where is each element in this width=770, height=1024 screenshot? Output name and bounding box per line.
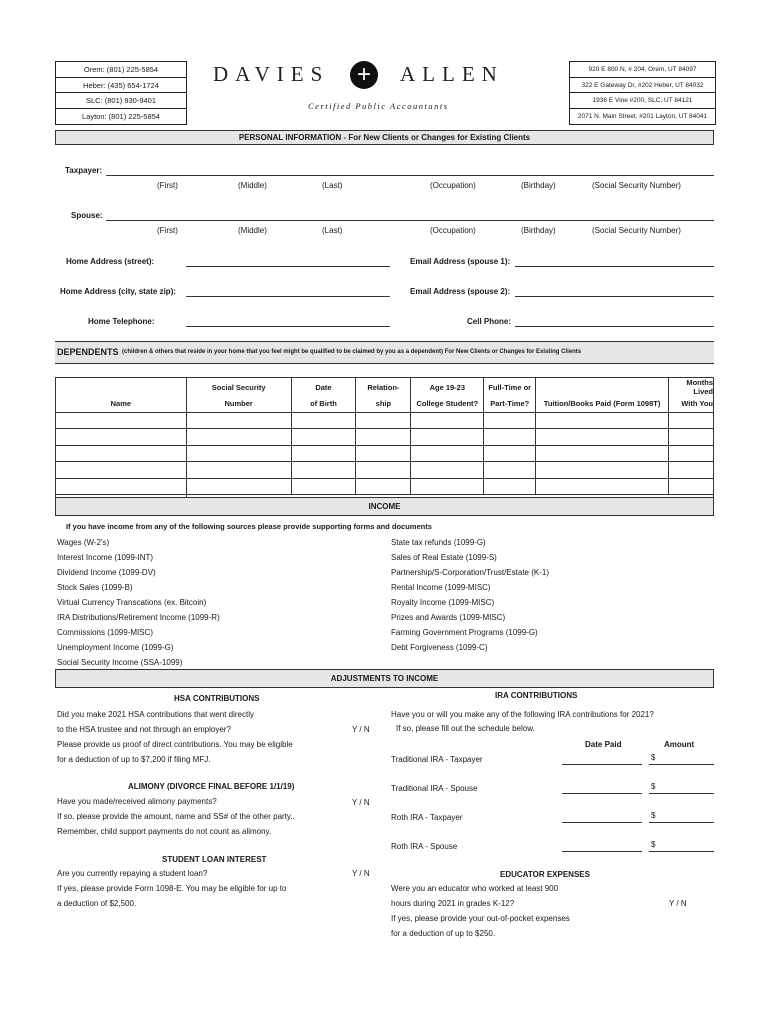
ira-title: IRA CONTRIBUTIONS xyxy=(495,691,578,700)
col-dob-top: Date xyxy=(291,378,356,397)
col-name-header: Name xyxy=(56,396,187,412)
dependent-row[interactable] xyxy=(56,412,714,429)
hsa-yes-no[interactable]: Y / N xyxy=(352,725,370,734)
ira-roth-spouse-date-field[interactable] xyxy=(562,851,642,852)
office-address-layton: 2071 N. Main Street, #201 Layton, UT 84041 xyxy=(577,112,708,120)
income-wages: Wages (W-2's) xyxy=(57,538,110,547)
email1-label: Email Address (spouse 1): xyxy=(410,257,511,266)
taxpayer-label: Taxpayer: xyxy=(65,166,103,175)
income-partnership: Partnership/S-Corporation/Trust/Estate (K-1) xyxy=(391,568,549,577)
ira-roth-spouse-label: Roth IRA - Spouse xyxy=(391,842,458,851)
ira-traditional-spouse-date-field[interactable] xyxy=(562,793,642,794)
educator-line-3: If yes, please provide your out-of-pocket expenses xyxy=(391,914,570,923)
office-phone-orem: Orem: (801) 225-5854 xyxy=(56,62,186,78)
income-dividend: Dividend Income (1099-DV) xyxy=(57,568,156,577)
income-unemployment: Unemployment Income (1099-G) xyxy=(57,643,174,652)
email1-field[interactable] xyxy=(515,266,714,267)
ira-line-1: Have you or will you make any of the following IRA contributions for 2021? xyxy=(391,710,654,719)
col-ssn-header: Number xyxy=(186,396,291,412)
taxpayer-ssn-caption: (Social Security Number) xyxy=(592,181,681,190)
col-months-header: With You xyxy=(668,396,713,412)
email2-label: Email Address (spouse 2): xyxy=(410,287,511,296)
taxpayer-last-caption: (Last) xyxy=(322,181,343,190)
col-dob-header: of Birth xyxy=(291,396,356,412)
income-state-refunds: State tax refunds (1099-G) xyxy=(391,538,486,547)
logo-tagline: Certified Public Accountants xyxy=(308,101,449,111)
alimony-line-3: Remember, child support payments do not count as alimony. xyxy=(57,827,272,836)
col-months-top: Months Lived xyxy=(668,378,713,397)
ira-roth-taxpayer-date-field[interactable] xyxy=(562,822,642,823)
hsa-line-3: Please provide us proof of direct contributions. You may be eligible xyxy=(57,740,293,749)
dependent-row[interactable] xyxy=(56,429,714,446)
spouse-first-caption: (First) xyxy=(157,226,178,235)
income-ira-distributions: IRA Distributions/Retirement Income (1099-R) xyxy=(57,613,220,622)
col-fulltime-header: Part-Time? xyxy=(484,396,536,412)
educator-line-4: for a deduction of up to $250. xyxy=(391,929,496,938)
office-phone-heber: Heber: (435) 654-1724 xyxy=(56,78,186,94)
alimony-yes-no[interactable]: Y / N xyxy=(352,798,370,807)
dependents-header-row-bottom xyxy=(56,396,714,412)
taxpayer-field[interactable] xyxy=(106,175,714,176)
dependents-title: DEPENDENTS xyxy=(57,347,119,357)
office-phone-slc: SLC: (801) 930-9401 xyxy=(56,93,186,109)
student-loan-title: STUDENT LOAN INTEREST xyxy=(162,855,267,864)
home-phone-field[interactable] xyxy=(186,326,390,327)
personal-info-banner: PERSONAL INFORMATION - For New Clients or Changes for Existing Clients xyxy=(55,130,714,145)
spouse-last-caption: (Last) xyxy=(322,226,343,235)
educator-line-1: Were you an educator who worked at least 900 xyxy=(391,884,559,893)
col-relationship-top: Relation- xyxy=(356,378,411,397)
income-prizes: Prizes and Awards (1099-MISC) xyxy=(391,613,506,622)
office-phones-box xyxy=(55,61,187,125)
ira-roth-taxpayer-amount-field[interactable] xyxy=(649,822,714,823)
hsa-line-4: for a deduction of up to $7,200 if filing MFJ. xyxy=(57,755,211,764)
ira-roth-taxpayer-label: Roth IRA - Taxpayer xyxy=(391,813,463,822)
adjustments-banner: ADJUSTMENTS TO INCOME xyxy=(55,669,714,688)
alimony-title: ALIMONY (DIVORCE FINAL BEFORE 1/1/19) xyxy=(128,782,295,791)
logo-plus-icon: + xyxy=(350,61,378,89)
email2-field[interactable] xyxy=(515,296,714,297)
income-royalty: Royalty Income (1099-MISC) xyxy=(391,598,495,607)
ira-traditional-spouse-label: Traditional IRA - Spouse xyxy=(391,784,478,793)
ira-roth-taxpayer-dollar: $ xyxy=(651,811,656,820)
taxpayer-middle-caption: (Middle) xyxy=(238,181,267,190)
col-fulltime-top: Full-Time or xyxy=(484,378,536,397)
dependent-row[interactable] xyxy=(56,445,714,462)
student-loan-yes-no[interactable]: Y / N xyxy=(352,869,370,878)
col-ssn-top: Social Security xyxy=(186,378,291,397)
alimony-line-1: Have you made/received alimony payments? xyxy=(57,797,217,806)
ira-line-2: If so, please fill out the schedule below. xyxy=(396,724,535,733)
cell-phone-field[interactable] xyxy=(515,326,714,327)
col-tuition-top xyxy=(536,378,669,397)
income-virtual-currency: Virtual Currency Transcations (ex. Bitcoin) xyxy=(57,598,207,607)
income-stock-sales: Stock Sales (1099-B) xyxy=(57,583,133,592)
dependents-table xyxy=(55,377,714,511)
taxpayer-occupation-caption: (Occupation) xyxy=(430,181,476,190)
col-relationship-header: ship xyxy=(356,396,411,412)
office-address-heber: 322 E Gateway Dr, #202 Heber, UT 84032 xyxy=(570,78,715,94)
ira-traditional-spouse-amount-field[interactable] xyxy=(649,793,714,794)
logo-davies: DAVIES xyxy=(213,62,330,86)
spouse-field[interactable] xyxy=(106,220,714,221)
taxpayer-first-caption: (First) xyxy=(157,181,178,190)
income-banner: INCOME xyxy=(55,497,714,516)
home-street-label: Home Address (street): xyxy=(66,257,155,266)
income-real-estate: Sales of Real Estate (1099-S) xyxy=(391,553,497,562)
alimony-line-2: If so, please provide the amount, name and SS# of the other party.. xyxy=(57,812,295,821)
hsa-line-1: Did you make 2021 HSA contributions that went directly xyxy=(57,710,254,719)
educator-yes-no[interactable]: Y / N xyxy=(669,899,687,908)
student-loan-line-1: Are you currently repaying a student loan? xyxy=(57,869,208,878)
ira-traditional-taxpayer-date-field[interactable] xyxy=(562,764,642,765)
hsa-line-2: to the HSA trustee and not through an employer? xyxy=(57,725,231,734)
ira-amount-header: Amount xyxy=(664,740,695,749)
spouse-birthday-caption: (Birthday) xyxy=(521,226,556,235)
student-loan-line-3: a deduction of $2,500. xyxy=(57,899,137,908)
dependents-header-row-top xyxy=(56,378,714,397)
taxpayer-birthday-caption: (Birthday) xyxy=(521,181,556,190)
hsa-title: HSA CONTRIBUTIONS xyxy=(174,694,260,703)
col-tuition-header: Tuition/Books Paid (Form 1098T) xyxy=(536,396,669,412)
office-address-slc: 1936 E Vine #200, SLC, UT 84121 xyxy=(570,93,715,109)
ira-roth-spouse-amount-field[interactable] xyxy=(649,851,714,852)
ira-traditional-spouse-dollar: $ xyxy=(651,782,656,791)
col-college-header: College Student? xyxy=(411,396,484,412)
cell-phone-label: Cell Phone: xyxy=(467,317,512,326)
income-social-security: Social Security Income (SSA-1099) xyxy=(57,658,183,667)
ira-traditional-taxpayer-label: Traditional IRA - Taxpayer xyxy=(391,755,483,764)
income-farming: Farming Government Programs (1099-G) xyxy=(391,628,538,637)
educator-title: EDUCATOR EXPENSES xyxy=(500,870,590,879)
income-debt-forgiveness: Debt Forgiveness (1099-C) xyxy=(391,643,488,652)
ira-date-paid-header: Date Paid xyxy=(585,740,622,749)
spouse-middle-caption: (Middle) xyxy=(238,226,267,235)
income-rental: Rental Income (1099-MISC) xyxy=(391,583,491,592)
income-interest: Interest Income (1099-INT) xyxy=(57,553,154,562)
dependent-row[interactable] xyxy=(56,462,714,479)
office-address-orem: 920 E 800 N, # 204, Orem, UT 84097 xyxy=(570,62,715,78)
ira-traditional-taxpayer-dollar: $ xyxy=(651,753,656,762)
spouse-label: Spouse: xyxy=(71,211,103,220)
home-street-field[interactable] xyxy=(186,266,390,267)
spouse-ssn-caption: (Social Security Number) xyxy=(592,226,681,235)
student-loan-line-2: If yes, please provide Form 1098-E. You may be eligible for up to xyxy=(57,884,287,893)
home-phone-label: Home Telephone: xyxy=(88,317,155,326)
dependents-banner xyxy=(55,341,714,364)
ira-roth-spouse-dollar: $ xyxy=(651,840,656,849)
income-commissions: Commissions (1099-MISC) xyxy=(57,628,154,637)
home-city-field[interactable] xyxy=(186,296,390,297)
office-addresses-box xyxy=(569,61,716,125)
ira-traditional-taxpayer-amount-field[interactable] xyxy=(649,764,714,765)
income-intro: If you have income from any of the following sources please provide supporting forms and documents xyxy=(66,522,432,531)
col-name-top xyxy=(56,378,187,397)
dependent-row[interactable] xyxy=(56,478,714,495)
office-phone-layton: Layton: (801) 225-5854 xyxy=(82,111,160,121)
dependents-note: (children & others that reside in your home that you feel might be qualified to be claimed by you as a dependent) For New Clients or Changes for Existing Clients xyxy=(122,349,582,355)
educator-line-2: hours during 2021 in grades K-12? xyxy=(391,899,515,908)
logo-allen: ALLEN xyxy=(400,62,504,86)
spouse-occupation-caption: (Occupation) xyxy=(430,226,476,235)
home-city-label: Home Address (city, state zip): xyxy=(60,287,177,296)
col-college-top: Age 19-23 xyxy=(411,378,484,397)
